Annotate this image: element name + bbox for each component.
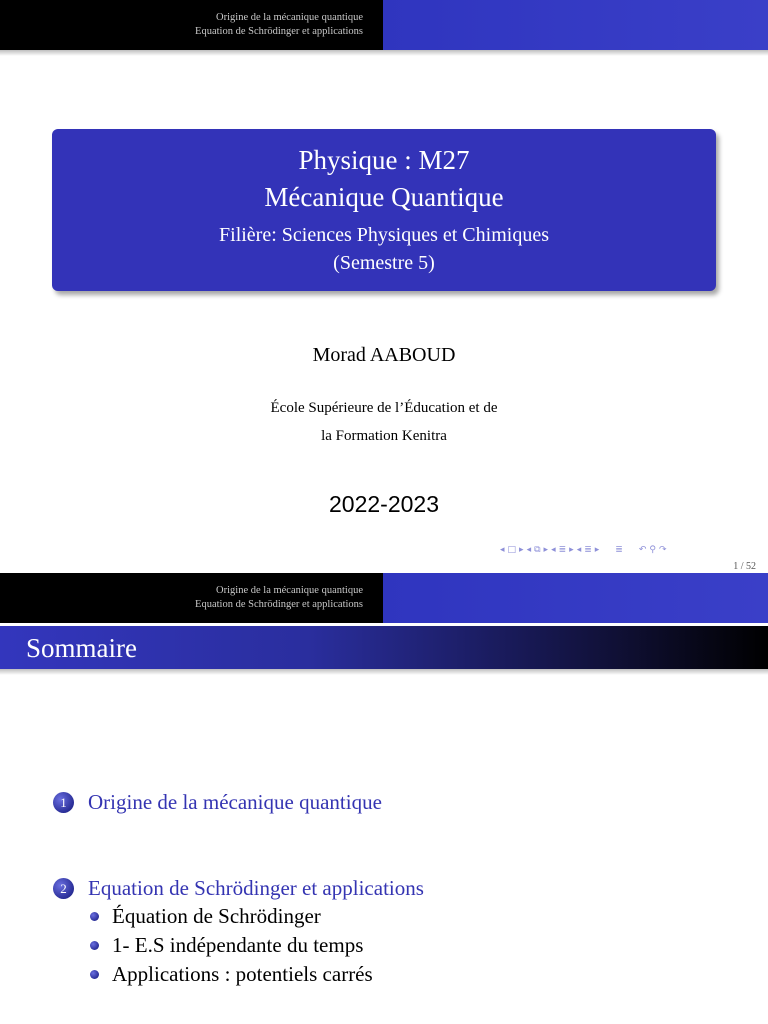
slide-headline — [0, 573, 768, 623]
headline-section-1[interactable]: Origine de la mécanique quantique — [216, 12, 363, 23]
headline-section-2[interactable]: Equation de Schrödinger et applications — [195, 599, 363, 610]
headline-section-1[interactable]: Origine de la mécanique quantique — [216, 585, 363, 596]
toc-section-1[interactable] — [53, 789, 382, 815]
presentation-title: Physique : M27 — [298, 145, 470, 175]
frame-title-shadow — [0, 669, 768, 675]
toc-section-2[interactable] — [53, 875, 424, 901]
toc-subsection-label[interactable]: 1- E.S indépendante du temps — [112, 933, 364, 957]
nav-next-section-icon[interactable]: ▸ — [569, 545, 574, 555]
title-block — [52, 129, 716, 291]
nav-next-part-icon[interactable]: ▸ — [594, 545, 600, 555]
bullet-icon — [90, 970, 99, 979]
section-number-ball: 1 — [53, 792, 74, 813]
headline-blue-bar — [383, 573, 768, 623]
semester-label: (Semestre 5) — [333, 252, 435, 274]
headline-shadow — [0, 50, 768, 56]
nav-next-frame-icon[interactable]: ▸ — [519, 545, 524, 555]
author-name: Morad AABOUD — [312, 344, 456, 366]
bullet-icon — [90, 941, 99, 950]
institute-line-1: École Supérieure de l’Éducation et de — [270, 400, 498, 416]
academic-year: 2022-2023 — [329, 491, 439, 517]
bullet-icon — [90, 912, 99, 921]
toc-subsection-3[interactable] — [90, 961, 373, 987]
toc-section-label[interactable]: Equation de Schrödinger et applications — [88, 876, 424, 900]
beamer-navigation-bar — [500, 543, 764, 557]
toc-subsection-label[interactable]: Applications : potentiels carrés — [112, 962, 373, 986]
headline-sections — [0, 573, 383, 623]
nav-forward-icon[interactable]: ↷ — [658, 545, 667, 555]
program-name: Filière: Sciences Physiques et Chimiques — [219, 224, 549, 246]
toc-section-label[interactable]: Origine de la mécanique quantique — [88, 790, 382, 814]
frame-title-bar — [0, 626, 768, 669]
nav-section-icon[interactable]: ≣ — [558, 545, 567, 555]
nav-prev-part-icon[interactable]: ◂ — [576, 545, 582, 555]
nav-frame-icon[interactable]: □ — [507, 545, 517, 555]
headline-sections — [0, 0, 383, 50]
presentation-subtitle: Mécanique Quantique — [264, 182, 504, 212]
nav-prev-section-icon[interactable]: ◂ — [551, 545, 556, 555]
slide-headline — [0, 0, 768, 50]
toc-subsection-label[interactable]: Équation de Schrödinger — [112, 904, 321, 928]
page-number: 1 / 52 — [733, 561, 756, 572]
nav-next-subsection-icon[interactable]: ▸ — [543, 545, 549, 555]
nav-back-icon[interactable]: ↶ — [638, 545, 647, 555]
headline-blue-bar — [383, 0, 768, 50]
outline-slide — [0, 573, 768, 1024]
nav-search-icon[interactable]: ⚲ — [649, 545, 656, 555]
nav-subsection-icon[interactable]: ⧉ — [534, 545, 541, 555]
toc-subsection-2[interactable] — [90, 932, 363, 958]
nav-document-icon[interactable]: ≣ — [615, 545, 623, 555]
section-number-ball: 2 — [53, 878, 74, 899]
toc-subsection-1[interactable] — [90, 903, 321, 929]
nav-prev-subsection-icon[interactable]: ◂ — [526, 545, 532, 555]
nav-prev-frame-icon[interactable]: ◂ — [500, 545, 505, 555]
institute-line-2: la Formation Kenitra — [321, 428, 447, 444]
frame-title: Sommaire — [26, 633, 137, 663]
nav-part-icon[interactable]: ≣ — [584, 545, 592, 555]
headline-section-2[interactable]: Equation de Schrödinger et applications — [195, 26, 363, 37]
